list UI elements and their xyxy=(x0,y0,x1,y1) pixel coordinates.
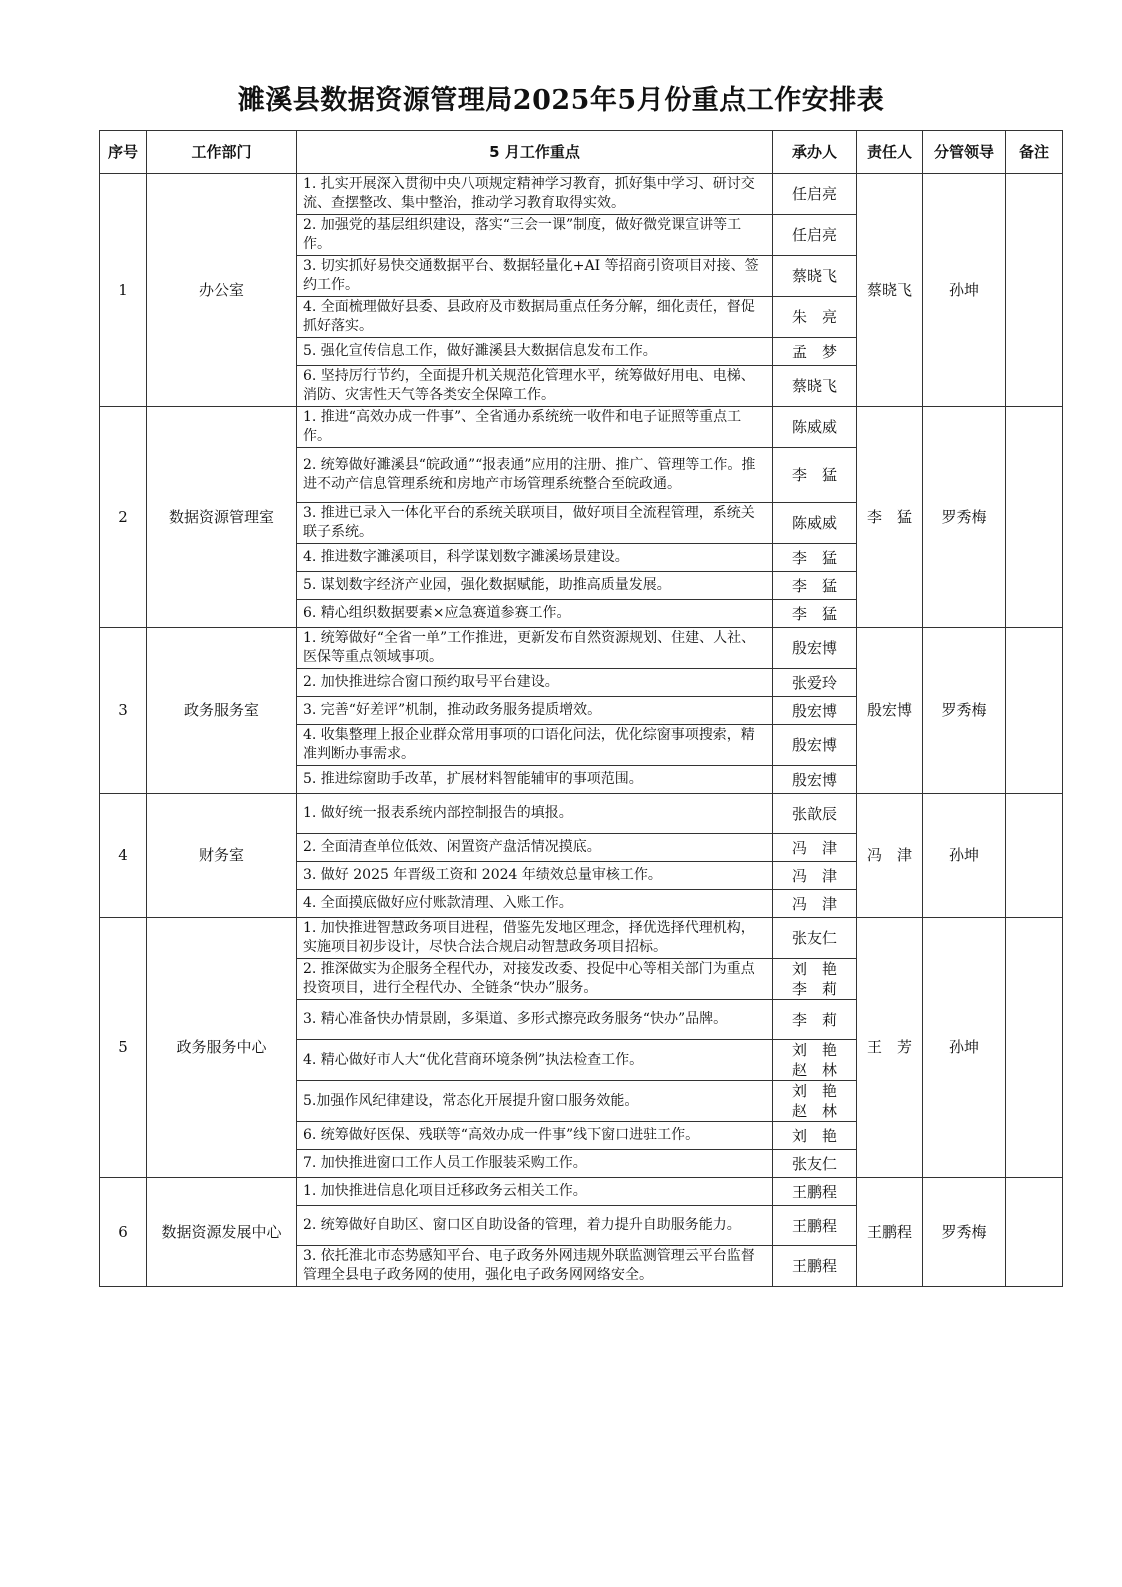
dept-cell: 办公室 xyxy=(147,174,297,407)
handler-name: 朱 亮 xyxy=(791,308,837,326)
task-cell: 5. 谋划数字经济产业园，强化数据赋能，助推高质量发展。 xyxy=(297,572,773,600)
header-cell: 5 月工作重点 xyxy=(297,131,773,174)
task-cell: 5.加强作风纪律建设，常态化开展提升窗口服务效能。 xyxy=(297,1081,773,1122)
no-cell: 2 xyxy=(100,407,147,628)
handler-name: 冯 津 xyxy=(791,866,837,885)
task-cell: 5. 推进综窗助手改革，扩展材料智能辅审的事项范围。 xyxy=(297,766,773,794)
handler-name: 冯 津 xyxy=(791,838,837,857)
handler-cell xyxy=(773,215,857,256)
task-cell: 3. 依托淮北市态势感知平台、电子政务外网违规外联监测管理云平台监督管理全县电子政务网的使用，强化电子政务网网络安全。 xyxy=(297,1246,773,1287)
handler-name: 张友仁 xyxy=(791,1154,837,1173)
responsible-cell: 冯 津 xyxy=(857,794,923,918)
task-cell: 1. 加快推进信息化项目迁移政务云相关工作。 xyxy=(297,1178,773,1206)
handler-cell xyxy=(773,503,857,544)
task-cell: 2. 加强党的基层组织建设，落实“三会一课”制度，做好微党课宣讲等工作。 xyxy=(297,215,773,256)
leader-cell: 孙坤 xyxy=(923,794,1006,918)
header-cell: 责任人 xyxy=(857,131,923,174)
handler-cell xyxy=(773,1040,857,1081)
handler-cell xyxy=(773,1246,857,1287)
handler-cell xyxy=(773,669,857,697)
document-title: 濉溪县数据资源管理局2025年5月份重点工作安排表 xyxy=(237,85,885,116)
handler-cell xyxy=(773,572,857,600)
handler-cell xyxy=(773,794,857,834)
handler-name: 任启亮 xyxy=(791,185,837,203)
dept-cell: 政务服务中心 xyxy=(147,918,297,1178)
handler-name: 王鹏程 xyxy=(791,1257,837,1275)
handler-name: 赵 林 xyxy=(791,1102,837,1120)
work-schedule-table xyxy=(99,130,1063,1287)
note-cell xyxy=(1006,1178,1063,1287)
table-row xyxy=(100,407,1063,448)
task-cell: 4. 收集整理上报企业群众常用事项的口语化问法，优化综窗事项搜索，精准判断办事需求。 xyxy=(297,725,773,766)
handler-cell xyxy=(773,1206,857,1246)
handler-name: 张歆辰 xyxy=(791,804,837,823)
handler-cell xyxy=(773,890,857,918)
handler-cell xyxy=(773,1081,857,1122)
handler-name: 李 莉 xyxy=(791,980,837,998)
task-cell: 3. 切实抓好易快交通数据平台、数据轻量化+AI 等招商引资项目对接、签约工作。 xyxy=(297,256,773,297)
task-cell: 2. 全面清查单位低效、闲置资产盘活情况摸底。 xyxy=(297,834,773,862)
handler-name: 刘 艳 xyxy=(791,1082,837,1100)
handler-name: 王鹏程 xyxy=(791,1182,837,1201)
handler-name: 任启亮 xyxy=(791,226,837,244)
handler-name: 张爱玲 xyxy=(791,673,837,692)
dept-cell: 数据资源发展中心 xyxy=(147,1178,297,1287)
task-cell: 5. 强化宣传信息工作，做好濉溪县大数据信息发布工作。 xyxy=(297,338,773,366)
handler-cell xyxy=(773,834,857,862)
responsible-cell: 李 猛 xyxy=(857,407,923,628)
header-cell: 分管领导 xyxy=(923,131,1006,174)
table-body xyxy=(100,174,1063,1287)
leader-cell: 孙坤 xyxy=(923,174,1006,407)
handler-name: 李 猛 xyxy=(791,604,837,623)
handler-cell xyxy=(773,600,857,628)
handler-name: 殷宏博 xyxy=(791,701,837,720)
handler-cell xyxy=(773,1178,857,1206)
handler-name: 赵 林 xyxy=(791,1061,837,1079)
handler-cell xyxy=(773,297,857,338)
note-cell xyxy=(1006,794,1063,918)
handler-cell xyxy=(773,256,857,297)
task-cell: 3. 推进已录入一体化平台的系统关联项目，做好项目全流程管理，系统关联子系统。 xyxy=(297,503,773,544)
handler-cell xyxy=(773,338,857,366)
handler-name: 冯 津 xyxy=(791,894,837,913)
no-cell: 5 xyxy=(100,918,147,1178)
handler-name: 蔡晓飞 xyxy=(791,377,837,395)
task-cell: 1. 扎实开展深入贯彻中央八项规定精神学习教育，抓好集中学习、研讨交流、查摆整改、集中整治，推动学习教育取得实效。 xyxy=(297,174,773,215)
note-cell xyxy=(1006,407,1063,628)
leader-cell: 罗秀梅 xyxy=(923,407,1006,628)
handler-name: 刘 艳 xyxy=(791,1126,837,1145)
task-cell: 1. 统筹做好“全省一单”工作推进，更新发布自然资源规划、住建、人社、医保等重点领域事项。 xyxy=(297,628,773,669)
handler-name: 刘 艳 xyxy=(791,960,837,978)
note-cell xyxy=(1006,918,1063,1178)
note-cell xyxy=(1006,174,1063,407)
leader-cell: 罗秀梅 xyxy=(923,1178,1006,1287)
handler-cell xyxy=(773,448,857,503)
task-cell: 6. 精心组织数据要素×应急赛道参赛工作。 xyxy=(297,600,773,628)
task-cell: 3. 做好 2025 年晋级工资和 2024 年绩效总量审核工作。 xyxy=(297,862,773,890)
handler-cell xyxy=(773,628,857,669)
task-cell: 1. 加快推进智慧政务项目进程，借鉴先发地区理念，择优选择代理机构，实施项目初步设计，尽快合法合规启动智慧政务项目招标。 xyxy=(297,918,773,959)
handler-name: 李 猛 xyxy=(791,466,837,484)
task-cell: 3. 精心准备快办情景剧，多渠道、多形式擦亮政务服务“快办”品牌。 xyxy=(297,1000,773,1040)
handler-name: 王鹏程 xyxy=(791,1216,837,1235)
task-cell: 2. 统筹做好自助区、窗口区自助设备的管理，着力提升自助服务能力。 xyxy=(297,1206,773,1246)
task-cell: 6. 坚持厉行节约，全面提升机关规范化管理水平，统筹做好用电、电梯、消防、灾害性天气等各类安全保障工作。 xyxy=(297,366,773,407)
dept-cell: 政务服务室 xyxy=(147,628,297,794)
handler-cell xyxy=(773,959,857,1000)
no-cell: 1 xyxy=(100,174,147,407)
handler-name: 孟 梦 xyxy=(791,342,837,361)
handler-name: 刘 艳 xyxy=(791,1041,837,1059)
table-row xyxy=(100,794,1063,834)
handler-cell xyxy=(773,1122,857,1150)
task-cell: 7. 加快推进窗口工作人员工作服装采购工作。 xyxy=(297,1150,773,1178)
handler-cell xyxy=(773,407,857,448)
handler-cell xyxy=(773,766,857,794)
handler-name: 殷宏博 xyxy=(791,639,837,657)
leader-cell: 孙坤 xyxy=(923,918,1006,1178)
handler-cell xyxy=(773,1150,857,1178)
handler-cell xyxy=(773,174,857,215)
handler-cell xyxy=(773,1000,857,1040)
note-cell xyxy=(1006,628,1063,794)
dept-cell: 财务室 xyxy=(147,794,297,918)
leader-cell: 罗秀梅 xyxy=(923,628,1006,794)
responsible-cell: 殷宏博 xyxy=(857,628,923,794)
handler-name: 陈威威 xyxy=(791,514,837,532)
task-cell: 2. 加快推进综合窗口预约取号平台建设。 xyxy=(297,669,773,697)
handler-name: 殷宏博 xyxy=(791,770,837,789)
responsible-cell: 王 芳 xyxy=(857,918,923,1178)
task-cell: 2. 推深做实为企服务全程代办，对接发改委、投促中心等相关部门为重点投资项目，进行全程代办、全链条“快办”服务。 xyxy=(297,959,773,1000)
no-cell: 3 xyxy=(100,628,147,794)
handler-cell xyxy=(773,918,857,959)
dept-cell: 数据资源管理室 xyxy=(147,407,297,628)
handler-cell xyxy=(773,862,857,890)
table-row xyxy=(100,628,1063,669)
handler-cell xyxy=(773,725,857,766)
table-row xyxy=(100,1178,1063,1206)
header-cell: 承办人 xyxy=(773,131,857,174)
task-cell: 4. 精心做好市人大“优化营商环境条例”执法检查工作。 xyxy=(297,1040,773,1081)
no-cell: 4 xyxy=(100,794,147,918)
header-row xyxy=(100,131,1063,174)
task-cell: 1. 推进“高效办成一件事”、全省通办系统统一收件和电子证照等重点工作。 xyxy=(297,407,773,448)
task-cell: 4. 全面摸底做好应付账款清理、入账工作。 xyxy=(297,890,773,918)
header-cell: 工作部门 xyxy=(147,131,297,174)
handler-name: 陈威威 xyxy=(791,418,837,436)
header-cell: 序号 xyxy=(100,131,147,174)
task-cell: 6. 统筹做好医保、残联等“高效办成一件事”线下窗口进驻工作。 xyxy=(297,1122,773,1150)
table-row xyxy=(100,918,1063,959)
table-row xyxy=(100,174,1063,215)
handler-name: 张友仁 xyxy=(791,929,837,947)
handler-name: 蔡晓飞 xyxy=(791,267,837,285)
handler-name: 李 猛 xyxy=(791,576,837,595)
no-cell: 6 xyxy=(100,1178,147,1287)
task-cell: 2. 统筹做好濉溪县“皖政通”“报表通”应用的注册、推广、管理等工作。推进不动产信息管理系统和房地产市场管理系统整合至皖政通。 xyxy=(297,448,773,503)
handler-cell xyxy=(773,366,857,407)
responsible-cell: 王鹏程 xyxy=(857,1178,923,1287)
task-cell: 3. 完善“好差评”机制，推动政务服务提质增效。 xyxy=(297,697,773,725)
header-cell: 备注 xyxy=(1006,131,1063,174)
handler-name: 李 猛 xyxy=(791,548,837,567)
task-cell: 4. 全面梳理做好县委、县政府及市数据局重点任务分解，细化责任，督促抓好落实。 xyxy=(297,297,773,338)
handler-cell xyxy=(773,544,857,572)
responsible-cell: 蔡晓飞 xyxy=(857,174,923,407)
handler-name: 殷宏博 xyxy=(791,736,837,754)
task-cell: 4. 推进数字濉溪项目，科学谋划数字濉溪场景建设。 xyxy=(297,544,773,572)
task-cell: 1. 做好统一报表系统内部控制报告的填报。 xyxy=(297,794,773,834)
handler-cell xyxy=(773,697,857,725)
handler-name: 李 莉 xyxy=(791,1010,837,1029)
